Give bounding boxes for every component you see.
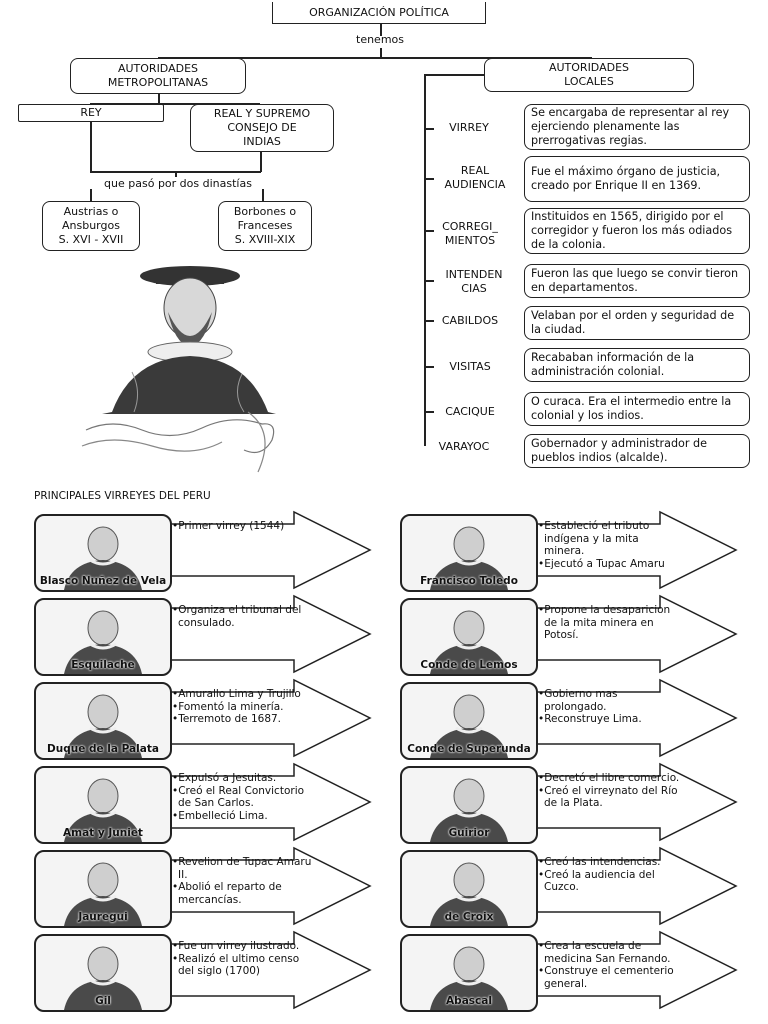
- viceroy-name: Amat y Juniet: [63, 827, 143, 840]
- viceroy-fact: •Creó la audiencia del Cuzco.: [538, 868, 655, 894]
- borbones-label: Borbones o Franceses S. XVIII-XIX: [233, 205, 297, 246]
- viceroy-name: Gil: [95, 995, 111, 1008]
- consejo-label: REAL Y SUPREMO CONSEJO DE INDIAS: [213, 107, 311, 148]
- local-name-real-audiencia: REAL AUDIENCIA: [444, 164, 506, 192]
- viceroy-portrait: [400, 514, 538, 592]
- viceroy-fact: •Creó las intendencias.: [538, 856, 661, 868]
- portrait-engraving: [72, 262, 304, 482]
- metropolitanas-box: [70, 58, 246, 94]
- viceroy-facts: [172, 772, 314, 822]
- viceroy-name: Esquilache: [71, 659, 135, 672]
- viceroy-fact: •Primer virrey (1544): [172, 520, 285, 532]
- viceroy-name: Conde de Lemos: [420, 659, 518, 672]
- viceroy-portrait: [34, 598, 172, 676]
- viceroy-facts: [538, 688, 680, 726]
- locales-title: AUTORIDADES LOCALES: [548, 61, 630, 88]
- tenemos-label: tenemos: [356, 33, 404, 46]
- dinastias-label: que pasó por dos dinastías: [104, 177, 252, 190]
- viceroy-facts: [172, 688, 314, 726]
- viceroy-fact: •Creó el virreynato del Río de la Plata.: [538, 784, 678, 810]
- rey-label: REY: [80, 106, 102, 120]
- viceroy-fact: •Ejecutó a Tupac Amaru: [538, 557, 665, 570]
- viceroy-facts: [538, 772, 680, 810]
- local-desc-intendencias: Fueron las que luego se convir tieron en departamentos.: [524, 264, 750, 298]
- connector: [424, 230, 434, 232]
- viceroy-facts: [538, 940, 680, 990]
- viceroy-fact: •Decretó el libre comercio.: [538, 772, 680, 784]
- local-desc-visitas: Recababan información de la administración colonial.: [524, 348, 750, 382]
- connector: [424, 128, 434, 130]
- metropolitanas-title: AUTORIDADES METROPOLITANAS: [107, 62, 209, 89]
- viceroy-portrait: [400, 850, 538, 928]
- virreyes-title: PRINCIPALES VIRREYES DEL PERU: [34, 490, 211, 502]
- viceroy-facts: [538, 604, 680, 642]
- viceroy-fact: •Fomentó la minería.: [172, 700, 284, 713]
- local-name-varayoc: VARAYOC: [438, 440, 490, 453]
- rey-box: [18, 104, 164, 122]
- connector: [90, 189, 92, 201]
- viceroy-fact: •Organiza el tribunal del consulado.: [172, 604, 302, 629]
- viceroy-facts: [172, 940, 314, 978]
- local-name-virrey: VIRREY: [449, 121, 489, 134]
- title-box: [272, 2, 486, 24]
- connector: [424, 280, 434, 282]
- viceroy-facts: [172, 604, 314, 629]
- local-name-intendencias: INTENDEN CIAS: [445, 268, 503, 296]
- local-name-visitas: VISITAS: [449, 360, 491, 373]
- connector: [90, 122, 92, 172]
- viceroy-facts: [538, 856, 680, 894]
- viceroy-portrait: [400, 598, 538, 676]
- connector: [424, 411, 434, 413]
- viceroy-facts: [538, 520, 680, 570]
- viceroy-portrait: [400, 766, 538, 844]
- viceroy-fact: •Creó el Real Convictorio de San Carlos.: [172, 784, 305, 810]
- viceroy-name: Abascal: [446, 995, 492, 1008]
- viceroy-fact: •Gobierno mas prolongado.: [538, 688, 618, 713]
- viceroy-portrait: [34, 766, 172, 844]
- viceroy-name: Blasco Nuñez de Vela: [39, 575, 167, 588]
- viceroy-name: Jauregui: [78, 911, 128, 924]
- local-name-corregimientos: CORREGI_ MIENTOS: [442, 220, 498, 248]
- local-desc-varayoc: Gobernador y administrador de pueblos indios (alcalde).: [524, 434, 750, 468]
- borbones-box: [218, 201, 312, 251]
- viceroy-portrait: [400, 682, 538, 760]
- viceroy-fact: •Estableció el tributo indígena y la mita minera.: [538, 520, 650, 558]
- viceroy-fact: •Abolió el reparto de mercancías.: [172, 881, 282, 906]
- connector: [262, 189, 264, 201]
- viceroy-fact: •Terremoto de 1687.: [172, 713, 282, 726]
- connector: [424, 74, 484, 76]
- connector: [424, 366, 434, 368]
- viceroy-fact: •Embelleció Lima.: [172, 809, 268, 822]
- viceroy-name: de Croix: [444, 911, 494, 924]
- local-desc-corregimientos: Instituidos en 1565, dirigido por el corregidor y fueron los más odiados de la colonia.: [524, 208, 750, 254]
- local-name-cabildos: CABILDOS: [441, 314, 499, 327]
- viceroy-fact: •Realizó el ultimo censo del siglo (1700): [172, 952, 300, 978]
- connector: [424, 74, 426, 446]
- local-desc-virrey: Se encargaba de representar al rey ejerciendo plenamente las prerrogativas regias.: [524, 104, 750, 150]
- viceroy-fact: •Reconstruye Lima.: [538, 713, 642, 726]
- viceroy-portrait: [400, 934, 538, 1012]
- viceroy-fact: •Construye el cementerio general.: [538, 965, 674, 990]
- viceroy-fact: •Expulsó a Jesuitas.: [172, 772, 277, 784]
- viceroy-name: Duque de la Palata: [47, 743, 159, 756]
- viceroy-portrait: [34, 850, 172, 928]
- viceroy-fact: •Revelion de Tupac Amaru II.: [172, 856, 312, 881]
- connector: [424, 320, 434, 322]
- viceroy-fact: •Propone la desaparicion de la mita minera en Potosí.: [538, 604, 671, 642]
- viceroy-fact: •Crea la escuela de medicina San Fernando.: [538, 940, 671, 965]
- locales-box: [484, 58, 694, 92]
- viceroy-portrait: [34, 682, 172, 760]
- viceroy-portrait: [34, 514, 172, 592]
- viceroy-facts: [172, 520, 314, 533]
- connector: [260, 152, 262, 172]
- viceroy-facts: [172, 856, 314, 906]
- austrias-label: Austrias o Ansburgos S. XVI - XVII: [58, 205, 124, 246]
- viceroy-fact: •Fue un virrey ilustrado.: [172, 940, 300, 952]
- viceroy-portrait: [34, 934, 172, 1012]
- viceroy-name: Conde de Superunda: [407, 743, 531, 756]
- local-desc-cacique: O curaca. Era el intermedio entre la colonial y los indios.: [524, 392, 750, 426]
- connector: [424, 178, 434, 180]
- viceroy-fact: •Amurallo Lima y Trujillo: [172, 688, 301, 700]
- viceroy-name: Guirior: [448, 827, 490, 840]
- page-title: ORGANIZACIÓN POLÍTICA: [309, 5, 449, 19]
- local-desc-cabildos: Velaban por el orden y seguridad de la ciudad.: [524, 306, 750, 340]
- consejo-box: [190, 104, 334, 152]
- local-name-cacique: CACIQUE: [445, 405, 495, 418]
- austrias-box: [42, 201, 140, 251]
- local-desc-real-audiencia: Fue el máximo órgano de justicia, creado por Enrique II en 1369.: [524, 156, 750, 202]
- viceroy-name: Francisco Toledo: [420, 575, 518, 588]
